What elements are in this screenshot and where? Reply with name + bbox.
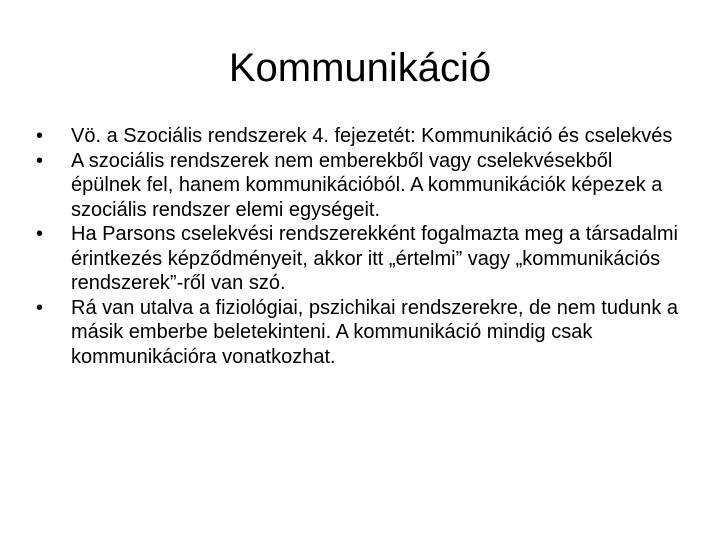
bullet-text: Ha Parsons cselekvési rendszerekként fogalmazta meg a társadalmi érintkezés képződményeit, akkor itt „értelmi” vagy „kommunikációs rendszerek”-ről van szó. bbox=[71, 223, 678, 294]
bullet-text: A szociális rendszerek nem emberekből vagy cselekvésekből épülnek fel, hanem kommunikációból. A kommunikációk képezek a szociális rendszer elemi egységeit. bbox=[71, 149, 663, 221]
bullet-item bbox=[36, 296, 686, 370]
bullet-icon: • bbox=[36, 296, 44, 319]
bullet-icon: • bbox=[36, 125, 44, 147]
slide-title: Kommunikáció bbox=[228, 46, 492, 90]
bullet-item bbox=[36, 222, 686, 296]
bullet-text: Vö. a Szociális rendszerek 4. fejezetét: Kommunikáció és cselekvés bbox=[71, 125, 673, 147]
bullet-text: Rá van utalva a fiziológiai, pszichikai rendszerekre, de nem tudunk a másik emberbe beletekinteni. A kommunikáció mindig csak kommunikációra vonatkozhat. bbox=[71, 296, 678, 368]
bullet-icon: • bbox=[36, 223, 44, 245]
bullet-icon: • bbox=[36, 149, 44, 172]
bullet-item bbox=[36, 124, 686, 149]
bullet-item bbox=[36, 149, 686, 223]
bullet-list bbox=[36, 124, 686, 369]
